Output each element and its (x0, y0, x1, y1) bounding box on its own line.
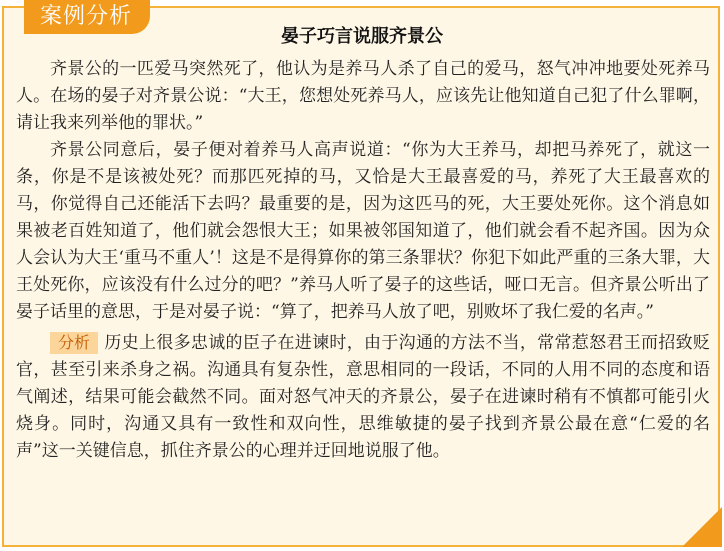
article-title: 晏子巧言说服齐景公 (281, 26, 443, 47)
article-body (16, 56, 710, 465)
case-analysis-tab: 案例分析 (24, 0, 150, 34)
analysis-paragraph (16, 330, 710, 465)
corner-decoration (682, 507, 722, 547)
analysis-tag: 分析 (50, 332, 98, 354)
story-paragraph-2: 齐景公同意后，晏子便对着养马人高声说道：“你为大王养马，却把马养死了，就这一条，你是不是该被处死？而那匹死掉的马，又恰是大王最喜爱的马，养死了大王最喜欢的马，你觉得自己还能活下去吗？最重要的是，因为这匹马的死，大王要处死你。这个消息如果被老百姓知道了，他们就会怨恨大王；如果被邻国知道了，他们就会看不起齐国。因为众人会认为大王‘重马不重人’！这是不是得算你的第三条罪状？你犯下如此严重的三条大罪，大王处死你，应该没有什么过分的吧？”养马人听了晏子的这些话，哑口无言。但齐景公听出了晏子话里的意思，于是对晏子说：“算了，把养马人放了吧，别败坏了我仁爱的名声。” (16, 140, 710, 322)
story-paragraph-1: 齐景公的一匹爱马突然死了，他认为是养马人杀了自己的爱马，怒气冲冲地要处死养马人。在场的晏子对齐景公说：“大王，您想处死养马人，应该先让他知道自己犯了什么罪啊，请让我来列举他的罪状。” (16, 59, 710, 133)
analysis-text: 历史上很多忠诚的臣子在进谏时，由于沟通的方法不当，常常惹怒君王而招致贬官，甚至引来杀身之祸。沟通具有复杂性，意思相同的一段话，不同的人用不同的态度和语气阐述，结果可能会截然不同。面对怒气冲天的齐景公，晏子在进谏时稍有不慎都可能引火烧身。同时，沟通又具有一致性和双向性，思维敏捷的晏子找到齐景公最在意“仁爱的名声”这一关键信息，抓住齐景公的心理并迂回地说服了他。 (16, 333, 710, 461)
